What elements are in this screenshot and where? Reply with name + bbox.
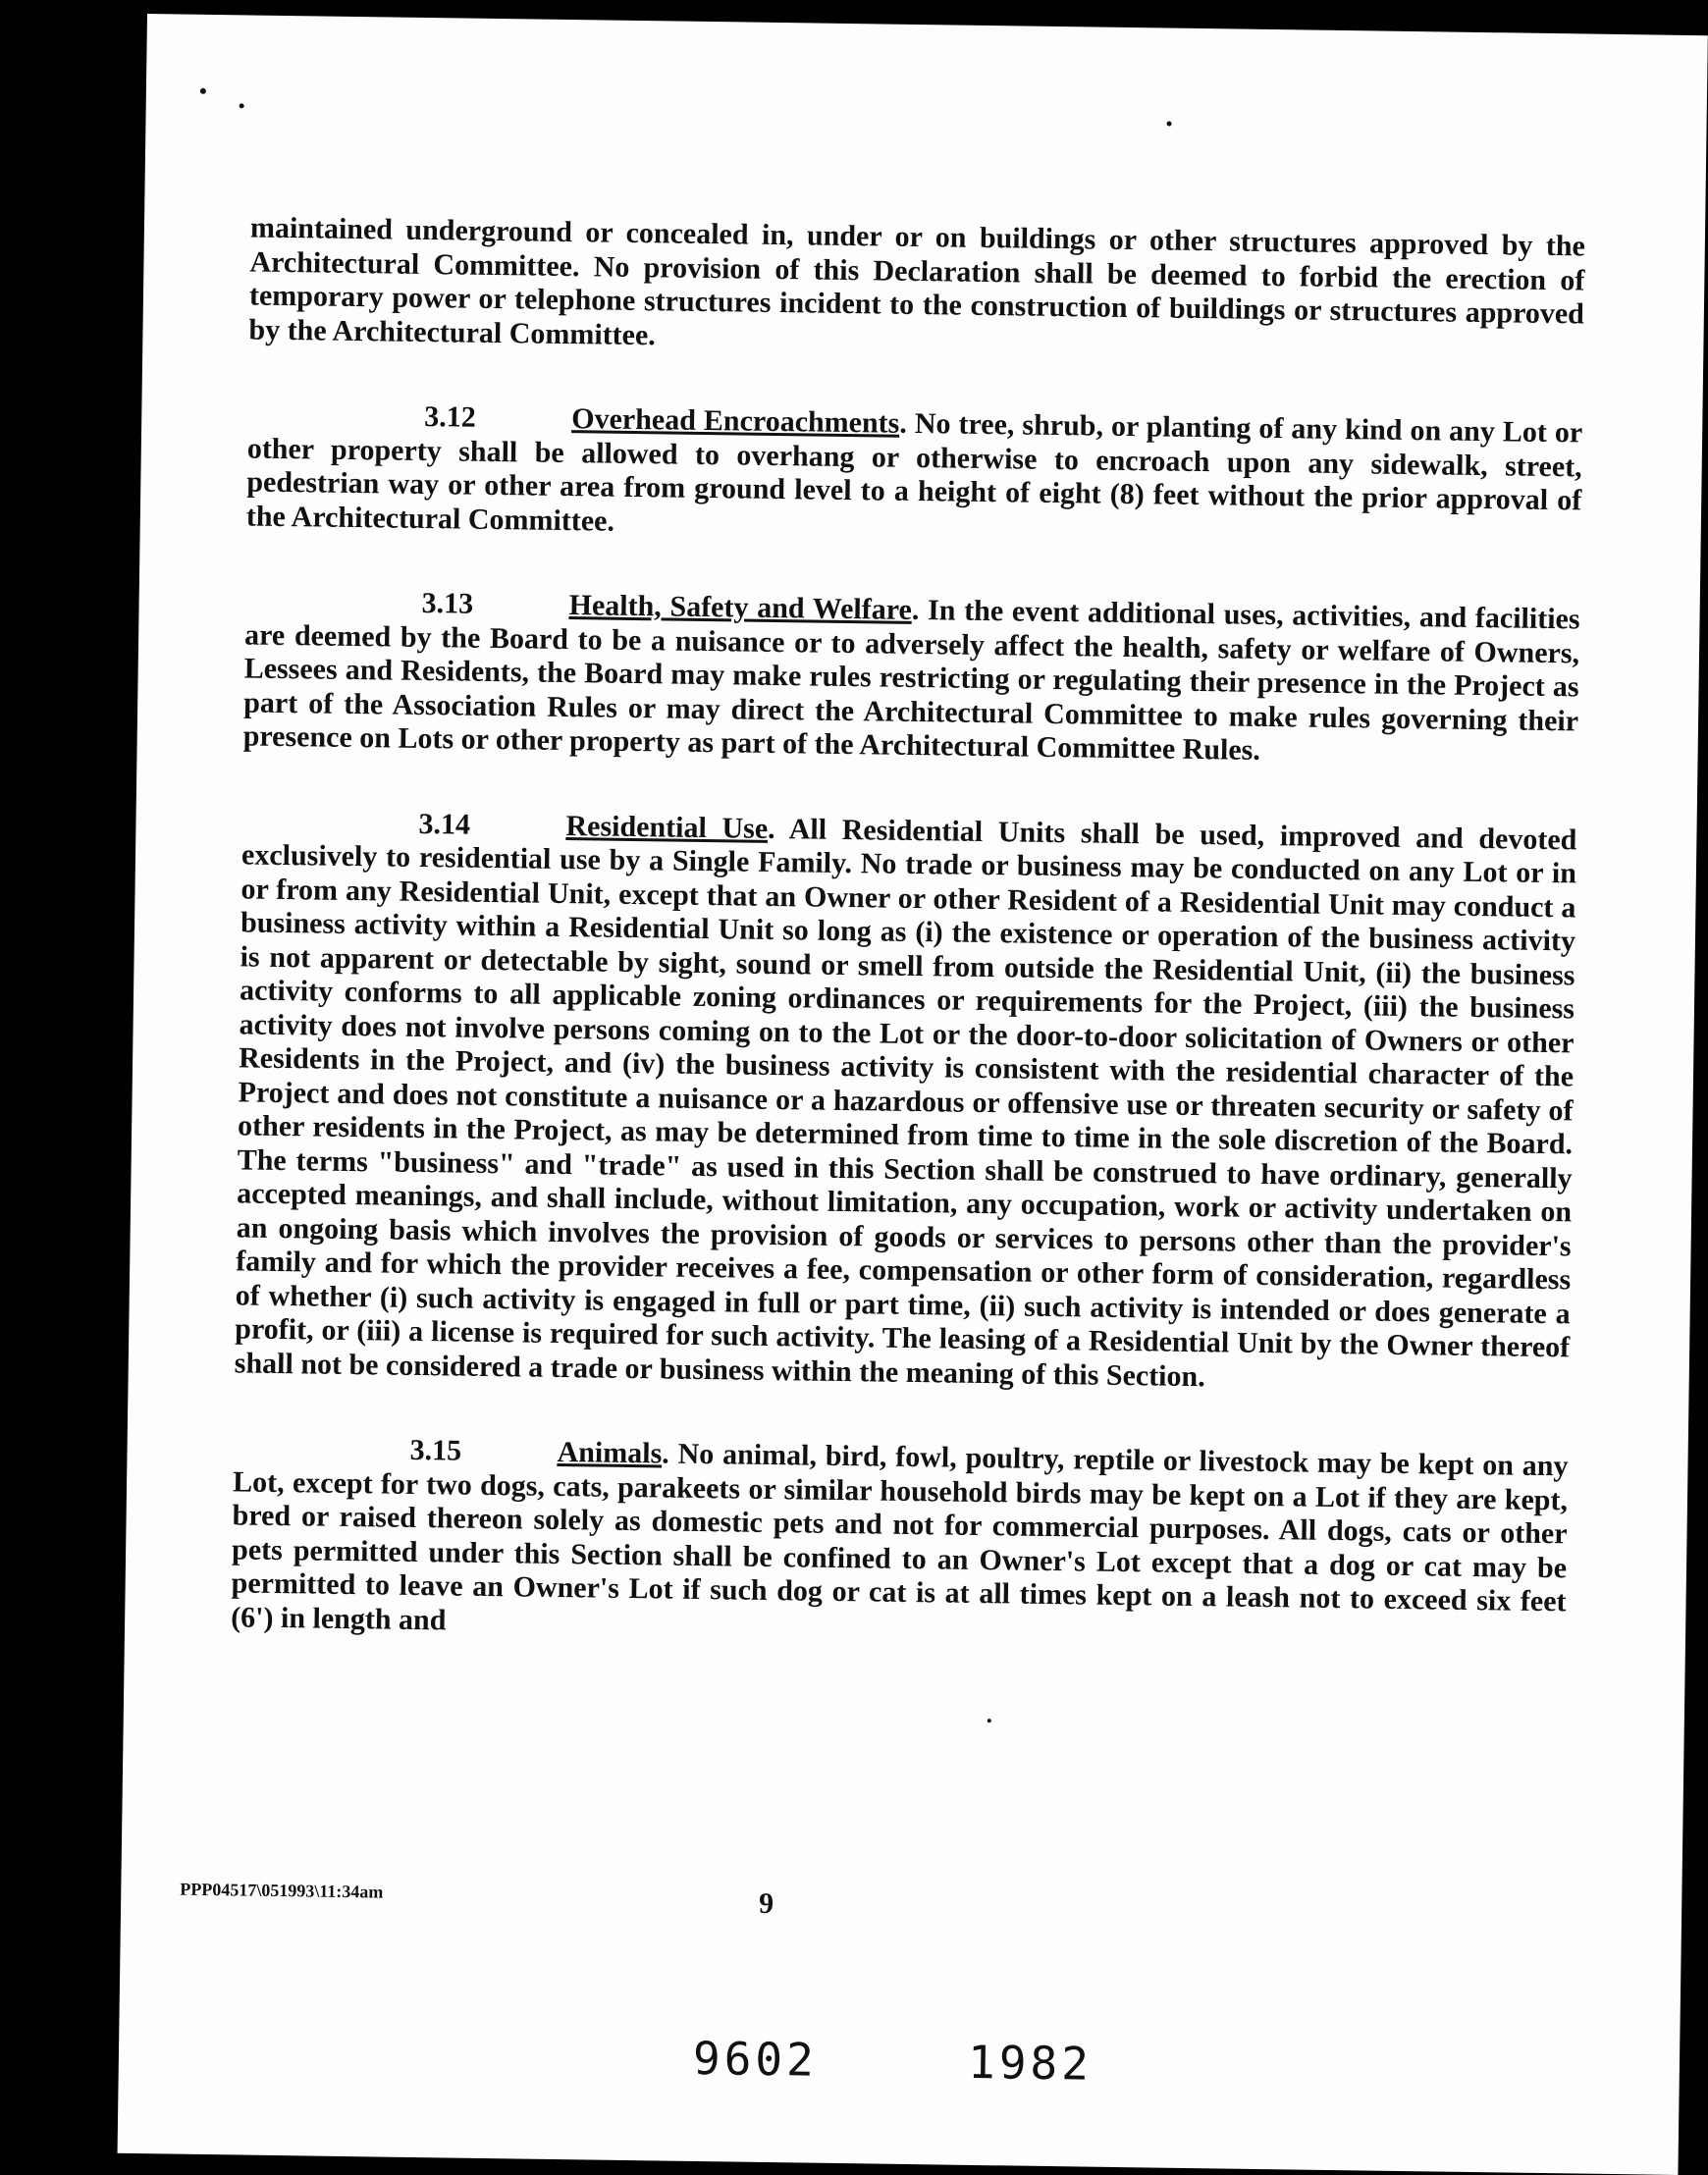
- scan-speck: [200, 88, 206, 94]
- scan-speck: [987, 1719, 991, 1723]
- section-number: 3.15: [409, 1433, 462, 1467]
- stamp-right-number: 1982: [967, 2035, 1094, 2091]
- document-page: [118, 14, 1708, 2175]
- section-text: In the event additional uses, activities, and facilities are deemed by the Board to be a nuisance or to adversely affect the health, safety or welfare of Owners, Lessees and Residents, the Board may make rules restricting or regulating their presence in the Project as part of the Association Rules or may direct the Architectural Committee to make rules governing their presence on Lots or other property as part of the Architectural Committee Rules.: [242, 594, 1580, 767]
- section-number: 3.14: [418, 807, 471, 841]
- bates-stamp: [693, 2032, 1094, 2091]
- section-number: 3.12: [424, 399, 477, 434]
- section-title: Residential Use: [565, 809, 769, 845]
- section-text: No animal, bird, fowl, poultry, reptile or livestock may be kept on any Lot, except for two dogs, cats, parakeets or similar household birds may be kept on a Lot if they are kept, bred or raised thereon solely as domestic pets and not for commercial purposes. All dogs, cats or other pets permitted under this Section shall be confined to an Owner's Lot except that a dog or cat may be permitted to leave an Owner's Lot if such dog or cat is at all times kept on a leash not to exceed six feet (6') in length and: [230, 1437, 1569, 1636]
- document-body: [230, 211, 1585, 1704]
- section-text: All Residential Units shall be used, improved and devoted exclusively to residential use by a Single Family. No trade or business may be conducted on any Lot or in or from any Residential Unit, except that an Owner or other Resident of a Residential Unit may conduct a business activity within a Residential Unit so long as (i) the existence or operation of the business activity is not apparent or detectable by sight, sound or smell from outside the Residential Unit, (ii) the business activity conforms to all applicable zoning ordinances or requirements for the Project, (iii) the business activity does not involve persons coming on to the Lot or the door-to-door solicitation of Owners or other Residents in the Project, and (iv) the business activity is consistent with the residential character of the Project and does not constitute a nuisance or a hazardous or offensive use or threaten security or safety of other residents in the Project, as may be determined from time to time in the sole discretion of the Board. The terms "business" and "trade" as used in this Section shall be construed to have ordinary, generally accepted meanings, and shall include, without limitation, any occupation, work or activity undertaken on an ongoing basis which involves the provision of goods or services to persons other than the provider's family and for which the provider receives a fee, compensation or other form of consideration, regardless of whether (i) such activity is engaged in full or part time, (ii) such activity is intended or does generate a profit, or (iii) a license is required for such activity. The leasing of a Residential Unit by the Owner thereof shall not be considered a trade or business within the meaning of this Section.: [234, 812, 1577, 1393]
- section-title: Animals: [557, 1435, 663, 1470]
- scan-speck: [1167, 122, 1172, 127]
- stamp-left-number: 9602: [692, 2031, 819, 2087]
- page-number: 9: [758, 1886, 774, 1921]
- section-3-13: 3.13 Health, Safety and Welfare. In the event additional uses, activities, and facilities are deemed by the Board to be a nuisance or to adversely affect the health, safety or welfare of Owners, Lessees and Residents, the Board may make rules restricting or regulating their presence in the Project as part of the Association Rules or may direct the Architectural Committee to make rules governing their presence on Lots or other property as part of the Architectural Committee Rules.: [242, 586, 1580, 767]
- scan-speck: [240, 103, 244, 108]
- section-title: Health, Safety and Welfare: [568, 589, 913, 626]
- section-number: 3.13: [421, 586, 474, 620]
- section-3-15: 3.15 Animals. No animal, bird, fowl, poultry, reptile or livestock may be kept on any Lot, except for two dogs, cats, parakeets or similar household birds may be kept on a Lot if they are kept, bred or raised thereon solely as domestic pets and not for commercial purposes. All dogs, cats or other pets permitted under this Section shall be confined to an Owner's Lot except that a dog or cat may be permitted to leave an Owner's Lot if such dog or cat is at all times kept on a leash not to exceed six feet (6') in length and: [230, 1433, 1569, 1636]
- section-text: No tree, shrub, or planting of any kind on any Lot or other property shall be allowed to overhang or otherwise to encroach upon any sidewalk, street, pedestrian way or other area from ground level to a height of eight (8) feet without the prior approval of the Architectural Committee.: [245, 406, 1583, 538]
- section-3-14: 3.14 Residential Use. All Residential Units shall be used, improved and devoted exclusively to residential use by a Single Family. No trade or business may be conducted on any Lot or in or from any Residential Unit, except that an Owner or other Resident of a Residential Unit may conduct a business activity within a Residential Unit so long as (i) the existence or operation of the business activity is not apparent or detectable by sight, sound or smell from outside the Residential Unit, (ii) the business activity conforms to all applicable zoning ordinances or requirements for the Project, (iii) the business activity does not involve persons coming on to the Lot or the door-to-door solicitation of Owners or other Residents in the Project, and (iv) the business activity is consistent with the residential character of the Project and does not constitute a nuisance or a hazardous or offensive use or threaten security or safety of other residents in the Project, as may be determined from time to time in the sole discretion of the Board. The terms "business" and "trade" as used in this Section shall be construed to have ordinary, generally accepted meanings, and shall include, without limitation, any occupation, work or activity undertaken on an ongoing basis which involves the provision of goods or services to persons other than the provider's family and for which the provider receives a fee, compensation or other form of consideration, regardless of whether (i) such activity is engaged in full or part time, (ii) such activity is intended or does generate a profit, or (iii) a license is required for such activity. The leasing of a Residential Unit by the Owner thereof shall not be considered a trade or business within the meaning of this Section.: [234, 807, 1577, 1393]
- footer-document-code: PPP04517\051993\11:34am: [180, 1879, 384, 1902]
- section-title: Overhead Encroachments: [571, 402, 900, 440]
- section-3-12: 3.12 Overhead Encroachments. No tree, shrub, or planting of any kind on any Lot or other property shall be allowed to overhang or otherwise to encroach upon any sidewalk, street, pedestrian way or other area from ground level to a height of eight (8) feet without the prior approval of the Architectural Committee.: [245, 399, 1583, 538]
- continuation-paragraph: maintained underground or concealed in, under or on buildings or other structures approved by the Architectural Committee. No provision of this Declaration shall be deemed to forbid the erection of temporary power or telephone structures incident to the construction of buildings or structures approved by the Architectural Committee.: [248, 211, 1586, 351]
